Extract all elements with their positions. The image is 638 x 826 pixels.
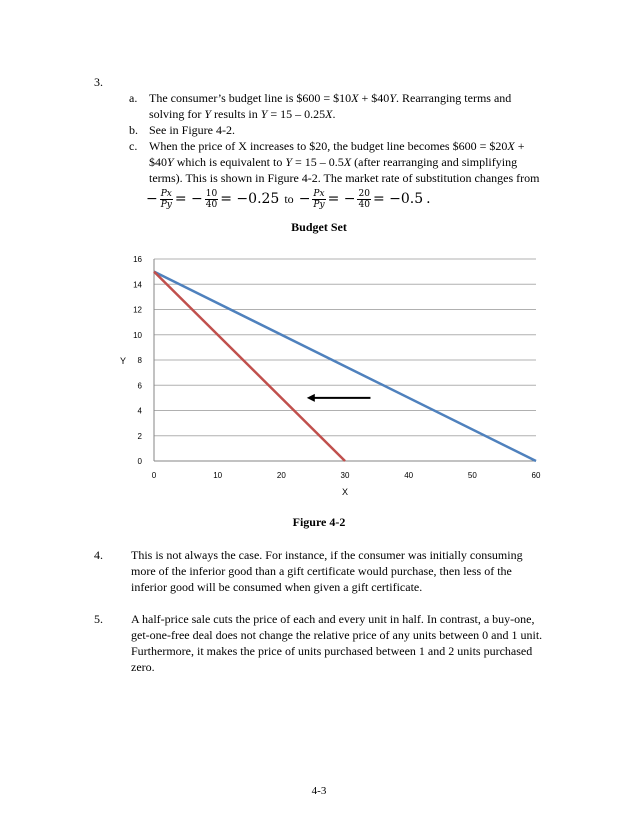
x-tick-label: 40 (404, 471, 414, 480)
numeric-fraction: $\frac{20}{40}$ (358, 188, 370, 210)
answer-5-line-2: get-one-free deal does not change the relative price of any units between 0 and 1 unit. (131, 628, 543, 642)
answer-b-text: See in Figure 4-2. (149, 123, 235, 137)
x-tick-label: 30 (340, 471, 350, 480)
answer-c-line-3: terms). This is shown in Figure 4-2. The market rate of substitution changes from (149, 171, 540, 185)
y-tick-label: 2 (137, 431, 142, 441)
item-label: c. (129, 139, 138, 153)
y-tick-label: 12 (133, 305, 142, 315)
question-number: 3. (94, 75, 103, 89)
answer-4-line-3: inferior good will be consumed when given a gift certificate. (131, 580, 423, 594)
figure-caption: Figure 4-2 (292, 515, 346, 529)
x-tick-label: 50 (467, 471, 477, 480)
x-axis-label: X (341, 487, 349, 497)
x-tick-label: 0 (151, 471, 157, 480)
x-tick-labels (152, 471, 541, 480)
arrow-head (307, 394, 315, 402)
chart-series (154, 272, 536, 461)
y-tick-label: 16 (133, 255, 142, 264)
chart-annotation (307, 394, 371, 402)
y-tick-label: 8 (137, 356, 142, 365)
y-tick-label: 4 (137, 406, 142, 416)
chart-title: Budget Set (291, 220, 347, 234)
budget-set-chart (0, 240, 638, 505)
answer-5-line-4: zero. (131, 660, 155, 674)
y-axis-label: Y (119, 356, 127, 366)
price-ratio-fraction: $\frac{Px}{Py}$ (313, 188, 325, 210)
answer-a-line-1: The consumer’s budget line is $600 = $10X + $40Y. Rearranging terms and (149, 91, 512, 105)
y-tick-label: 14 (133, 280, 142, 290)
answer-c-line-2: $40Y which is equivalent to Y = 15 – 0.5X (after rearranging and simplifying (149, 155, 518, 169)
answer-4-line-2: more of the inferior good than a gift certificate would purchase, then less of the (131, 564, 512, 578)
x-tick-label: 20 (276, 471, 286, 480)
budget-line-2 (154, 272, 345, 461)
y-tick-label: 6 (137, 381, 142, 391)
chart-grid (154, 259, 536, 461)
numeric-fraction: $\frac{10}{40}$ (205, 188, 218, 210)
item-label: b. (129, 123, 138, 137)
question-number: 5. (94, 612, 103, 626)
x-tick-label: 10 (213, 471, 223, 480)
question-number: 4. (94, 548, 103, 562)
y-tick-labels (133, 255, 142, 466)
mrs-formula: − $\frac{Px}{Py}$ = − $\frac{10}{40}$ = −0.25 to − $\frac{Px}{Py}$ = − $\frac{20}{40}$ = −0.5 . (146, 188, 431, 210)
item-label: a. (129, 91, 138, 105)
answer-5-line-3: Furthermore, it makes the price of units purchased between 1 and 2 units purchased (131, 644, 533, 658)
y-tick-label: 10 (133, 330, 142, 340)
answer-a-line-2: solving for Y results in Y = 15 – 0.25X. (149, 107, 336, 121)
answer-c-line-1: When the price of X increases to $20, the budget line becomes $600 = $20X + (149, 139, 525, 153)
answer-4-line-1: This is not always the case. For instance, if the consumer was initially consuming (131, 548, 523, 562)
answer-5-line-1: A half-price sale cuts the price of each and every unit in half. In contrast, a buy-one, (131, 612, 535, 626)
budget-line-1 (154, 272, 536, 461)
price-ratio-fraction: $\frac{Px}{Py}$ (160, 188, 172, 210)
x-tick-label: 60 (531, 471, 541, 480)
y-tick-label: 0 (137, 457, 142, 466)
page-number: 4-3 (311, 785, 327, 797)
